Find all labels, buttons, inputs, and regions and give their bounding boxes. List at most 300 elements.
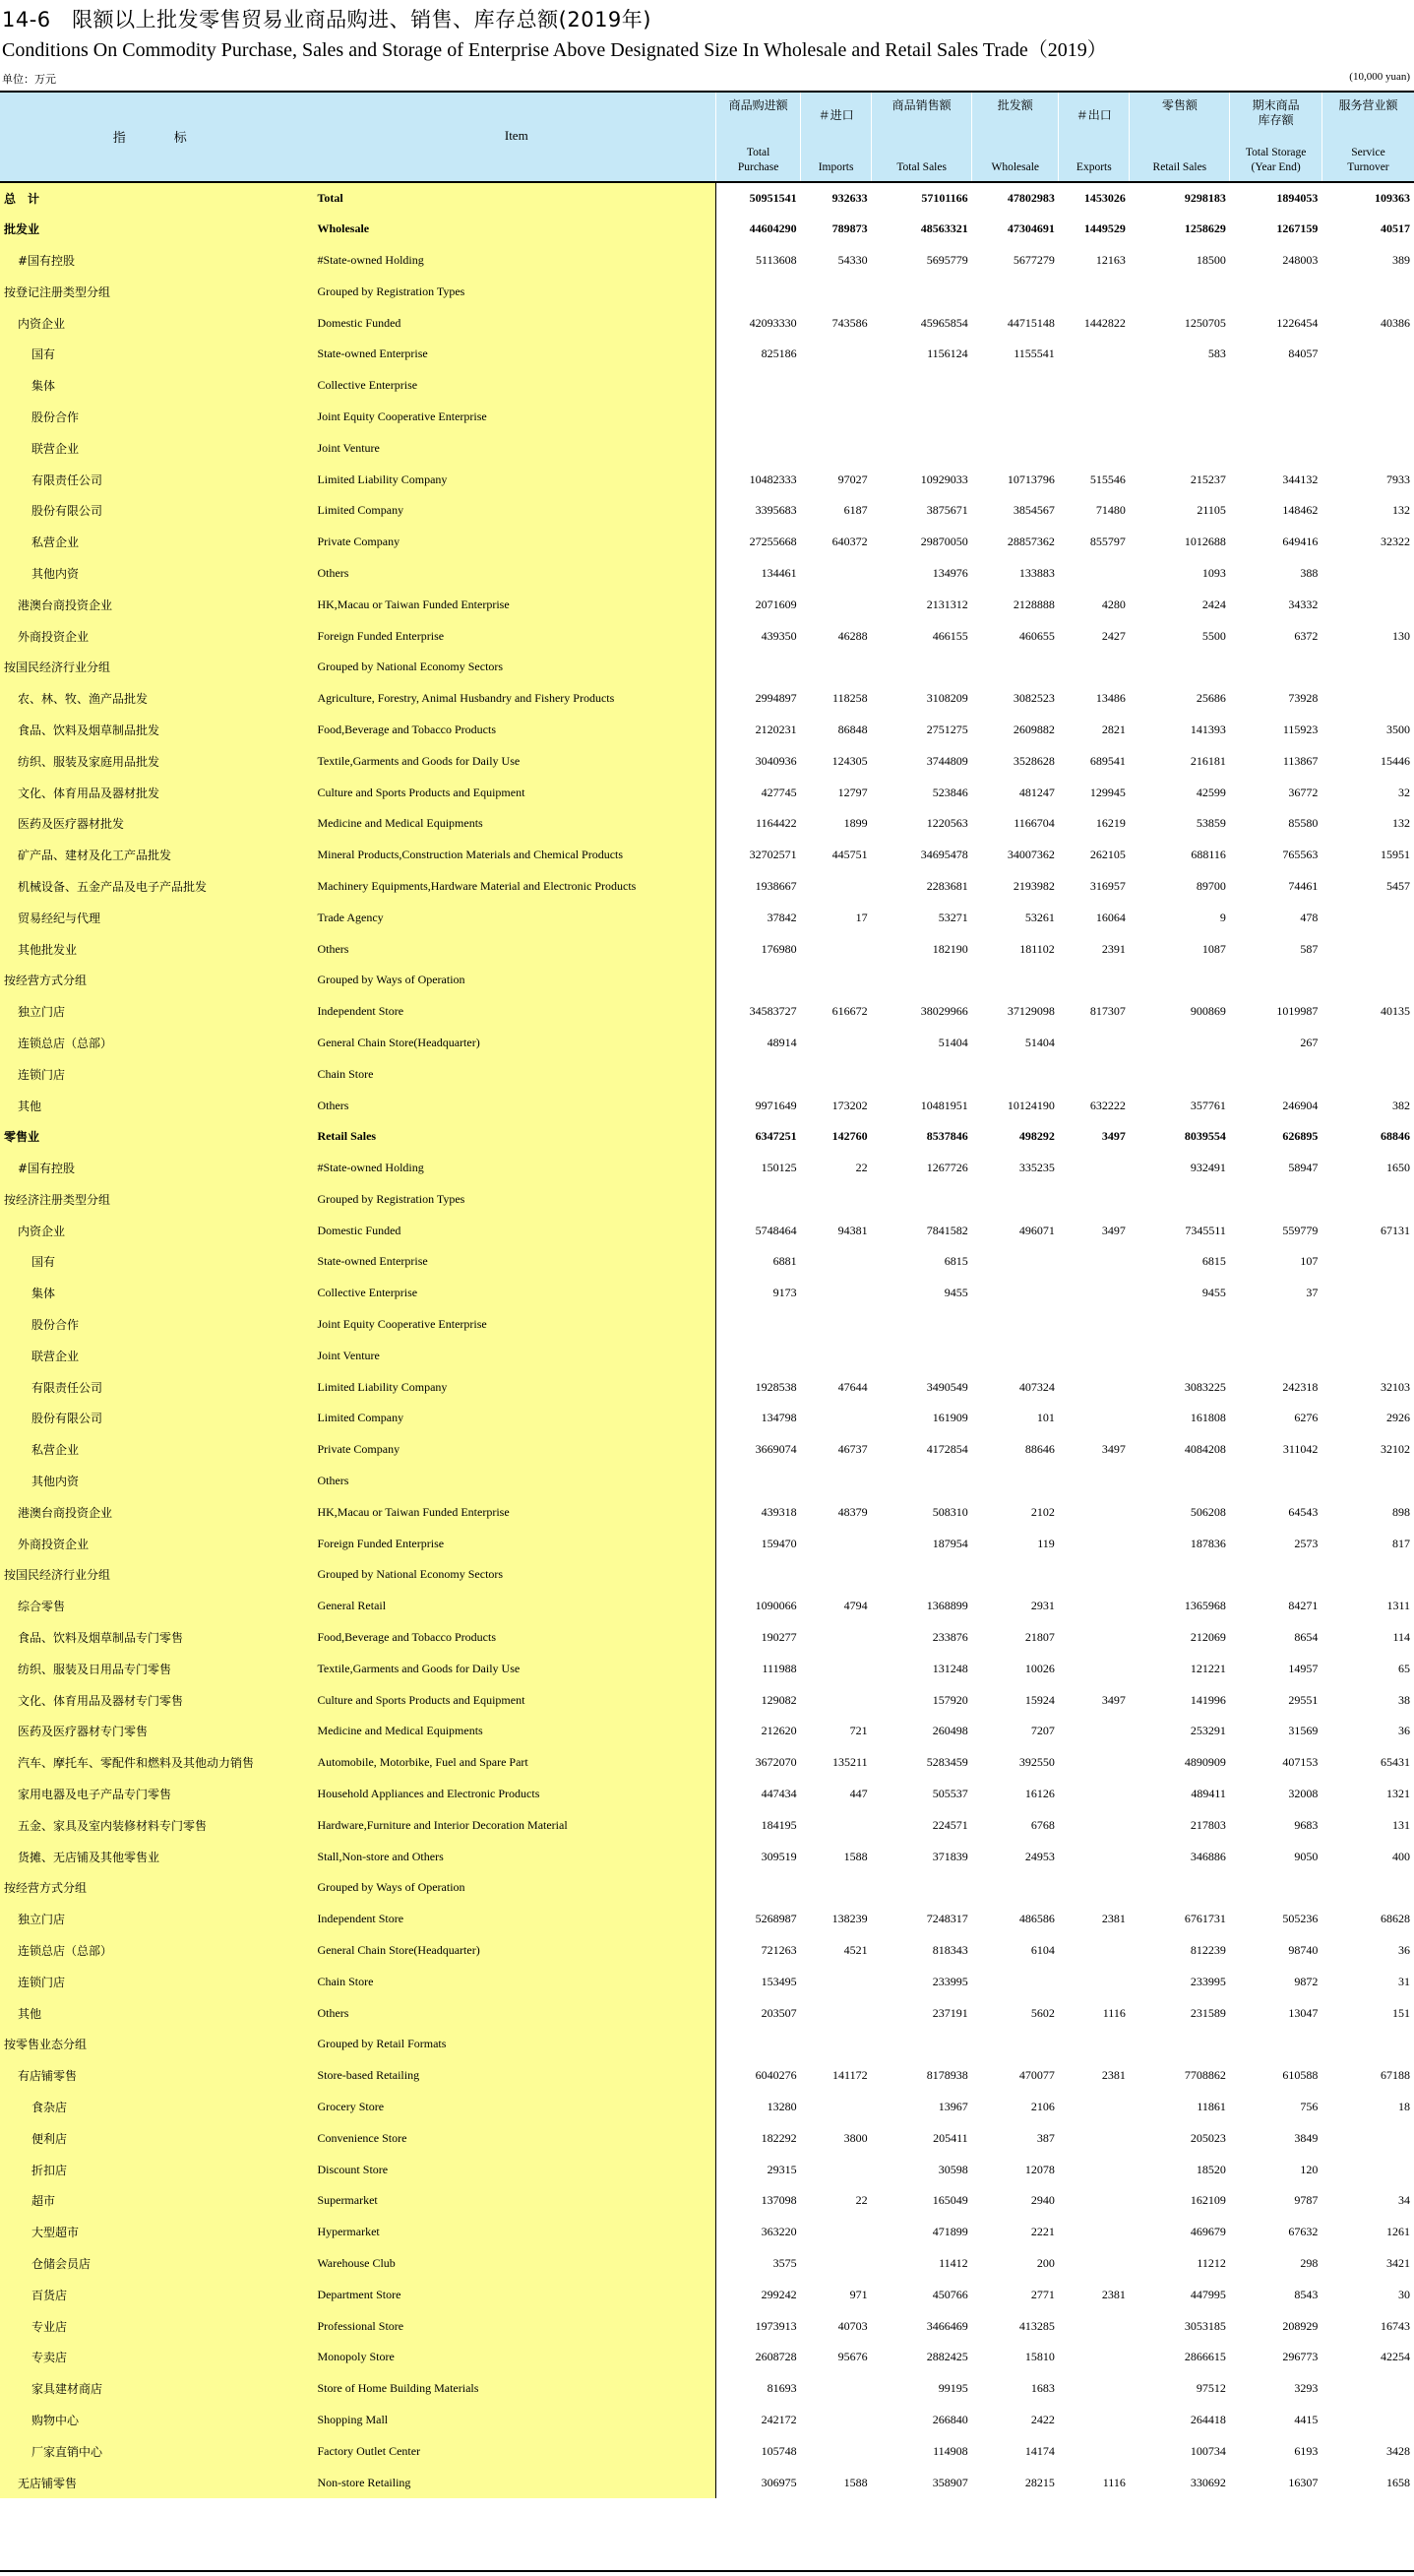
row-label-english: Hardware,Furniture and Interior Decoration Material	[317, 1809, 715, 1841]
cell-total-purchase: 129082	[761, 1692, 797, 1707]
cell-wholesale: 15924	[1024, 1692, 1055, 1707]
table-row	[0, 2467, 1414, 2498]
cell-imports	[801, 1403, 872, 1434]
cell-exports	[1059, 2185, 1130, 2217]
row-label-chinese: 文化、体育用品及器材批发	[0, 777, 317, 808]
cell-exports	[1059, 2373, 1130, 2405]
cell-total-sales: 818343	[932, 1943, 968, 1958]
cell-total-purchase: 5113608	[756, 252, 797, 267]
row-label-chinese: 医药及医疗器材批发	[0, 808, 317, 840]
cell-imports	[801, 1466, 872, 1497]
cell-service-turnover: 898	[1392, 1504, 1410, 1519]
cell-wholesale: 53261	[1024, 910, 1055, 924]
cell-wholesale: 47802983	[1007, 190, 1055, 205]
cell-exports	[1059, 2310, 1130, 2342]
row-label-english: Mineral Products,Construction Materials and Chemical Products	[317, 840, 715, 871]
table-row	[0, 464, 1414, 495]
row-label-english: Food,Beverage and Tobacco Products	[317, 1622, 715, 1654]
cell-total-sales: 161909	[932, 1411, 968, 1425]
cell-total-storage	[1230, 370, 1322, 402]
cell-service-turnover: 32102	[1381, 1442, 1410, 1457]
cell-wholesale	[972, 402, 1059, 433]
row-label-chinese: 私营企业	[0, 1434, 317, 1466]
cell-total-sales: 13967	[938, 2100, 968, 2113]
cell-total-storage: 67632	[1288, 2225, 1319, 2239]
cell-wholesale: 16126	[1024, 1787, 1055, 1801]
cell-total-storage: 58947	[1288, 1161, 1319, 1175]
cell-exports: 515546	[1089, 471, 1126, 486]
cell-imports	[801, 1559, 872, 1591]
cell-total-sales: 114908	[933, 2443, 968, 2458]
cell-imports: 173202	[831, 1098, 868, 1112]
row-label-english: Culture and Sports Products and Equipment	[317, 777, 715, 808]
cell-total-storage	[1230, 1340, 1322, 1371]
row-label-chinese: 贸易经纪与代理	[0, 902, 317, 933]
cell-total-storage: 3293	[1294, 2381, 1319, 2396]
cell-total-sales: 2283681	[926, 878, 968, 893]
row-label-english: Domestic Funded	[317, 307, 715, 339]
cell-total-storage: 1267159	[1276, 221, 1319, 236]
row-label-english: Grouped by Ways of Operation	[317, 965, 715, 996]
cell-service-turnover: 130	[1392, 628, 1410, 643]
row-label-english: Limited Liability Company	[317, 1371, 715, 1403]
row-label-chinese: 汽车、摩托车、零配件和燃料及其他动力销售	[0, 1747, 317, 1779]
header-service-turnover: 服务营业额 Service Turnover	[1322, 92, 1414, 182]
row-label-english: Monopoly Store	[317, 2342, 715, 2373]
cell-service-turnover	[1322, 1278, 1414, 1309]
cell-total-purchase: 306975	[761, 2475, 797, 2489]
cell-total-sales: 3466469	[926, 2318, 968, 2333]
cell-total-storage: 208929	[1282, 2318, 1319, 2333]
row-label-chinese: 有限责任公司	[0, 464, 317, 495]
cell-total-sales: 237191	[932, 2005, 968, 2020]
table-row	[0, 1371, 1414, 1403]
row-label-english: Retail Sales	[317, 1121, 715, 1153]
cell-total-storage: 13047	[1288, 2005, 1319, 2020]
cell-retail-sales: 3083225	[1184, 1379, 1226, 1394]
cell-retail-sales: 100734	[1190, 2443, 1226, 2458]
cell-total-sales	[872, 1309, 972, 1341]
cell-total-storage: 311042	[1282, 1442, 1319, 1457]
cell-total-sales	[872, 1872, 972, 1904]
cell-total-sales: 157920	[932, 1692, 968, 1707]
cell-total-purchase: 6347251	[755, 1129, 797, 1144]
cell-service-turnover	[1322, 683, 1414, 715]
cell-wholesale: 3854567	[1013, 503, 1055, 518]
table-row	[0, 1466, 1414, 1497]
cell-retail-sales	[1130, 1184, 1230, 1216]
table-row	[0, 1935, 1414, 1967]
table-row	[0, 2185, 1414, 2217]
cell-total-sales: 51404	[938, 1035, 968, 1049]
cell-total-storage: 32008	[1288, 1787, 1319, 1801]
cell-total-storage: 31569	[1288, 1724, 1319, 1738]
table-row	[0, 2405, 1414, 2436]
table-row	[0, 1309, 1414, 1341]
cell-retail-sales: 900869	[1190, 1004, 1226, 1019]
row-label-english: Shopping Mall	[317, 2405, 715, 2436]
cell-total-storage: 1226454	[1276, 315, 1319, 330]
cell-imports: 743586	[831, 315, 868, 330]
cell-wholesale	[972, 1872, 1059, 1904]
cell-total-storage: 6193	[1294, 2443, 1319, 2458]
cell-wholesale: 407324	[1018, 1379, 1055, 1394]
cell-imports: 46288	[837, 628, 868, 643]
cell-retail-sales: 6815	[1201, 1254, 1226, 1269]
cell-total-sales: 10481951	[920, 1098, 968, 1112]
cell-total-sales	[872, 2029, 972, 2060]
cell-imports: 97027	[837, 471, 868, 486]
cell-total-purchase: 150125	[761, 1161, 797, 1175]
cell-total-storage: 6276	[1294, 1411, 1319, 1425]
cell-service-turnover: 151	[1392, 2005, 1410, 2020]
cell-total-purchase	[716, 1559, 801, 1591]
row-label-chinese: 有店铺零售	[0, 2060, 317, 2092]
cell-wholesale: 5602	[1030, 2005, 1055, 2020]
cell-total-sales	[872, 1466, 972, 1497]
cell-total-storage: 74461	[1288, 878, 1319, 893]
row-label-english: Joint Venture	[317, 1340, 715, 1371]
cell-imports	[801, 432, 872, 464]
header-retail-sales: 零售额 Retail Sales	[1130, 92, 1230, 182]
cell-total-sales: 57101166	[921, 190, 968, 205]
cell-retail-sales: 489411	[1191, 1787, 1226, 1801]
header-exports: ＃出口 Exports	[1059, 92, 1130, 182]
cell-total-storage	[1230, 1559, 1322, 1591]
table-row	[0, 1904, 1414, 1935]
cell-retail-sales	[1130, 1340, 1230, 1371]
row-label-english: Limited Company	[317, 1403, 715, 1434]
cell-wholesale: 47304691	[1007, 221, 1055, 236]
cell-wholesale: 413285	[1018, 2318, 1055, 2333]
row-label-chinese: 股份合作	[0, 1309, 317, 1341]
cell-total-purchase: 13280	[767, 2100, 797, 2113]
row-label-chinese: 私营企业	[0, 527, 317, 558]
cell-wholesale: 28857362	[1007, 534, 1055, 549]
cell-imports: 48379	[837, 1504, 868, 1519]
cell-retail-sales: 5500	[1201, 628, 1226, 643]
cell-total-purchase: 134798	[761, 1411, 797, 1425]
cell-total-sales	[872, 276, 972, 307]
row-label-english: Machinery Equipments,Hardware Material and Electronic Products	[317, 871, 715, 903]
cell-exports: 2381	[1101, 1912, 1126, 1926]
cell-total-purchase: 2608728	[755, 2350, 797, 2364]
table-row	[0, 2435, 1414, 2467]
cell-imports	[801, 1278, 872, 1309]
cell-imports: 12797	[837, 785, 868, 799]
cell-total-purchase	[716, 1340, 801, 1371]
table-row	[0, 1340, 1414, 1371]
cell-total-storage: 107	[1300, 1254, 1319, 1269]
cell-exports: 3497	[1101, 1442, 1126, 1457]
cell-retail-sales: 215237	[1190, 471, 1226, 486]
cell-total-purchase: 439350	[761, 628, 797, 643]
cell-service-turnover: 5457	[1386, 878, 1410, 893]
cell-imports	[801, 2092, 872, 2123]
cell-imports: 721	[849, 1724, 868, 1738]
cell-imports	[801, 558, 872, 590]
table-row	[0, 2092, 1414, 2123]
row-label-english: Wholesale	[317, 214, 715, 245]
cell-total-purchase	[716, 1466, 801, 1497]
row-label-chinese: 零售业	[0, 1121, 317, 1153]
row-label-english: Foreign Funded Enterprise	[317, 1528, 715, 1559]
cell-exports: 2427	[1101, 628, 1126, 643]
cell-exports: 817307	[1089, 1004, 1126, 1019]
cell-retail-sales: 21105	[1197, 503, 1226, 518]
cell-imports	[801, 2405, 872, 2436]
cell-wholesale: 15810	[1024, 2350, 1055, 2364]
cell-total-purchase: 42093330	[749, 315, 797, 330]
cell-exports	[1059, 652, 1130, 683]
cell-total-storage: 246904	[1282, 1098, 1319, 1112]
cell-wholesale	[972, 965, 1059, 996]
row-label-chinese: 股份有限公司	[0, 1403, 317, 1434]
cell-service-turnover: 2926	[1386, 1411, 1410, 1425]
cell-total-sales: 38029966	[920, 1004, 968, 1019]
cell-service-turnover	[1322, 432, 1414, 464]
cell-total-storage: 559779	[1282, 1223, 1319, 1237]
table-row	[0, 1559, 1414, 1591]
row-label-chinese: 折扣店	[0, 2154, 317, 2185]
row-label-chinese: 联营企业	[0, 432, 317, 464]
cell-imports: 4521	[843, 1943, 868, 1958]
cell-service-turnover: 15951	[1381, 848, 1410, 862]
cell-total-sales	[872, 1559, 972, 1591]
table-row	[0, 2279, 1414, 2310]
cell-wholesale	[972, 1184, 1059, 1216]
cell-exports: 3497	[1101, 1223, 1126, 1237]
cell-exports: 2381	[1101, 2068, 1126, 2083]
cell-exports	[1059, 1872, 1130, 1904]
row-label-english: Chain Store	[317, 1058, 715, 1090]
cell-total-purchase: 3575	[772, 2255, 797, 2270]
cell-wholesale: 7207	[1030, 1724, 1055, 1738]
cell-service-turnover	[1322, 1559, 1414, 1591]
cell-wholesale: 200	[1036, 2255, 1055, 2270]
row-label-english: Professional Store	[317, 2310, 715, 2342]
cell-imports	[801, 1809, 872, 1841]
cell-service-turnover	[1322, 2122, 1414, 2154]
cell-total-storage: 34332	[1288, 597, 1319, 611]
cell-service-turnover: 400	[1392, 1849, 1410, 1863]
cell-exports	[1059, 339, 1130, 370]
table-row	[0, 1153, 1414, 1184]
table-row	[0, 307, 1414, 339]
table-body	[0, 182, 1414, 2498]
cell-service-turnover	[1322, 1340, 1414, 1371]
table-row	[0, 339, 1414, 370]
row-label-english: Others	[317, 1466, 715, 1497]
row-label-english: #State-owned Holding	[317, 245, 715, 277]
cell-service-turnover: 382	[1392, 1098, 1410, 1112]
row-label-english: Others	[317, 558, 715, 590]
cell-exports	[1059, 370, 1130, 402]
row-label-english: Factory Outlet Center	[317, 2435, 715, 2467]
cell-service-turnover: 65431	[1381, 1755, 1410, 1770]
cell-total-storage: 626895	[1282, 1129, 1319, 1144]
cell-service-turnover: 114	[1392, 1630, 1410, 1645]
cell-service-turnover: 30	[1398, 2287, 1410, 2301]
cell-exports: 262105	[1089, 848, 1126, 862]
cell-total-sales: 48563321	[920, 221, 968, 236]
row-label-chinese: 综合零售	[0, 1591, 317, 1622]
cell-wholesale: 2422	[1030, 2412, 1055, 2426]
cell-service-turnover: 36	[1398, 1943, 1410, 1958]
cell-wholesale: 1683	[1030, 2381, 1055, 2396]
cell-retail-sales: 346886	[1190, 1849, 1226, 1863]
cell-total-storage: 73928	[1288, 691, 1319, 706]
cell-exports: 1449529	[1083, 221, 1126, 236]
cell-imports	[801, 1028, 872, 1059]
cell-imports	[801, 871, 872, 903]
cell-retail-sales	[1130, 432, 1230, 464]
cell-wholesale: 460655	[1018, 628, 1055, 643]
cell-imports	[801, 652, 872, 683]
cell-retail-sales: 11212	[1197, 2255, 1226, 2270]
row-label-chinese: 独立门店	[0, 996, 317, 1028]
cell-imports	[801, 402, 872, 433]
cell-total-purchase: 309519	[761, 1849, 797, 1863]
cell-imports: 138239	[831, 1912, 868, 1926]
cell-total-sales: 8178938	[926, 2068, 968, 2083]
cell-exports: 316957	[1089, 878, 1126, 893]
table-row	[0, 1747, 1414, 1779]
cell-exports: 4280	[1101, 597, 1126, 611]
cell-retail-sales: 4890909	[1184, 1755, 1226, 1770]
cell-exports	[1059, 402, 1130, 433]
cell-service-turnover: 132	[1392, 816, 1410, 831]
cell-wholesale: 101	[1036, 1411, 1055, 1425]
cell-wholesale: 5677279	[1013, 252, 1055, 267]
row-label-chinese: 医药及医疗器材专门零售	[0, 1716, 317, 1747]
cell-total-storage	[1230, 432, 1322, 464]
cell-total-purchase: 137098	[761, 2193, 797, 2208]
cell-wholesale: 2931	[1030, 1599, 1055, 1613]
unit-label-chinese: 单位：万元	[2, 73, 56, 86]
row-label-chinese: 厂家直销中心	[0, 2435, 317, 2467]
cell-total-purchase: 153495	[761, 1974, 797, 1988]
cell-imports	[801, 1340, 872, 1371]
cell-retail-sales: 812239	[1190, 1943, 1226, 1958]
cell-total-purchase: 184195	[761, 1817, 797, 1832]
cell-service-turnover	[1322, 1309, 1414, 1341]
row-label-chinese: 集体	[0, 1278, 317, 1309]
cell-wholesale: 10026	[1024, 1661, 1055, 1675]
table-row	[0, 1779, 1414, 1810]
cell-retail-sales	[1130, 1058, 1230, 1090]
cell-service-turnover	[1322, 339, 1414, 370]
cell-wholesale: 12078	[1024, 2162, 1055, 2176]
cell-service-turnover: 3500	[1386, 722, 1410, 736]
cell-total-sales: 260498	[932, 1724, 968, 1738]
cell-imports: 86848	[837, 722, 868, 736]
cell-total-purchase: 5268987	[755, 1912, 797, 1926]
row-label-english: Textile,Garments and Goods for Daily Use	[317, 1653, 715, 1684]
table-row	[0, 1028, 1414, 1059]
table-row	[0, 902, 1414, 933]
cell-exports: 13486	[1095, 691, 1126, 706]
cell-total-purchase: 439318	[761, 1504, 797, 1519]
table-row	[0, 1716, 1414, 1747]
cell-total-purchase: 3395683	[755, 503, 797, 518]
cell-total-sales: 505537	[932, 1787, 968, 1801]
row-label-english: HK,Macau or Taiwan Funded Enterprise	[317, 589, 715, 620]
cell-imports	[801, 2029, 872, 2060]
cell-retail-sales: 253291	[1190, 1724, 1226, 1738]
cell-wholesale: 6768	[1030, 1817, 1055, 1832]
row-label-english: Medicine and Medical Equipments	[317, 1716, 715, 1747]
cell-total-purchase: 363220	[761, 2225, 797, 2239]
cell-total-storage: 98740	[1288, 1943, 1319, 1958]
table-row	[0, 402, 1414, 433]
cell-imports: 118258	[832, 691, 868, 706]
cell-exports: 1442822	[1083, 315, 1126, 330]
cell-total-storage: 756	[1300, 2100, 1319, 2113]
cell-retail-sales: 8039554	[1184, 1129, 1226, 1144]
table-title-english: Conditions On Commodity Purchase, Sales and Storage of Enterprise Above Designated Size In Wholesale and Retail Sales Trade（2019）	[2, 39, 1107, 61]
cell-total-storage: 120	[1300, 2162, 1319, 2176]
cell-total-storage: 14957	[1288, 1661, 1319, 1675]
cell-total-storage: 6372	[1294, 628, 1319, 643]
table-header-row	[0, 92, 1414, 182]
cell-total-storage: 115923	[1282, 722, 1319, 736]
cell-exports: 1116	[1102, 2005, 1126, 2020]
row-label-english: Private Company	[317, 1434, 715, 1466]
cell-imports: 22	[855, 2193, 868, 2208]
cell-imports	[801, 1872, 872, 1904]
row-label-chinese: 独立门店	[0, 1904, 317, 1935]
statistics-table	[0, 91, 1414, 2498]
cell-wholesale: 392550	[1018, 1755, 1055, 1770]
cell-total-purchase: 427745	[761, 785, 797, 799]
cell-total-sales: 131248	[932, 1661, 968, 1675]
cell-retail-sales	[1130, 1559, 1230, 1591]
cell-retail-sales: 187836	[1190, 1536, 1226, 1550]
cell-total-purchase: 6881	[772, 1254, 797, 1269]
cell-exports	[1059, 432, 1130, 464]
cell-total-storage: 37	[1306, 1286, 1319, 1300]
row-label-english: Stall,Non-store and Others	[317, 1841, 715, 1872]
row-label-chinese: 其他	[0, 1090, 317, 1121]
cell-imports: 616672	[831, 1004, 868, 1019]
cell-retail-sales: 2866615	[1184, 2350, 1226, 2364]
row-label-english: Grouped by Ways of Operation	[317, 1872, 715, 1904]
row-label-chinese: 其他批发业	[0, 933, 317, 965]
cell-retail-sales: 1250705	[1184, 315, 1226, 330]
cell-retail-sales	[1130, 2029, 1230, 2060]
cell-imports: 17	[855, 910, 868, 924]
table-row	[0, 1058, 1414, 1090]
cell-total-storage	[1230, 652, 1322, 683]
cell-retail-sales: 205023	[1190, 2130, 1226, 2145]
row-label-english: Discount Store	[317, 2154, 715, 2185]
cell-service-turnover	[1322, 933, 1414, 965]
cell-service-turnover	[1322, 2029, 1414, 2060]
cell-wholesale: 10124190	[1007, 1098, 1055, 1112]
cell-total-storage: 296773	[1282, 2350, 1319, 2364]
cell-exports	[1059, 2248, 1130, 2280]
cell-wholesale	[972, 2029, 1059, 2060]
cell-exports	[1059, 1340, 1130, 1371]
cell-total-purchase	[716, 276, 801, 307]
row-label-chinese: 连锁门店	[0, 1058, 317, 1090]
cell-exports: 2381	[1101, 2287, 1126, 2301]
cell-exports: 16219	[1095, 816, 1126, 831]
cell-retail-sales: 447995	[1190, 2287, 1226, 2301]
cell-total-sales	[872, 370, 972, 402]
row-label-chinese: 按经营方式分组	[0, 1872, 317, 1904]
